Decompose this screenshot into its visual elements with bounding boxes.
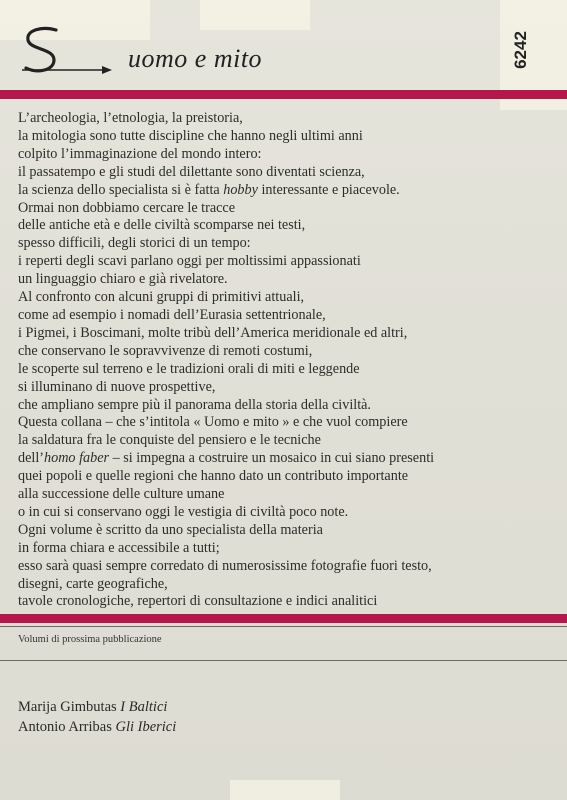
text-line bbox=[18, 361, 548, 379]
text-segment: in forma chiara e accessibile a tutti; bbox=[18, 539, 220, 556]
text-segment: i Pigmei, i Boscimani, molte tribù dell’America meridionale ed altri, bbox=[18, 324, 408, 341]
text-line bbox=[18, 576, 548, 594]
series-header bbox=[16, 18, 466, 78]
series-description bbox=[18, 110, 548, 611]
book-entry bbox=[18, 717, 176, 737]
text-segment: quei popoli e quelle regioni che hanno dato un contributo importante bbox=[18, 468, 409, 485]
text-line bbox=[18, 450, 548, 468]
text-line bbox=[18, 235, 548, 253]
text-line bbox=[18, 432, 548, 450]
text-segment: la scienza dello specialista si è fatta bbox=[18, 181, 224, 198]
text-line bbox=[18, 307, 548, 325]
text-segment: – si impegna a costruire un mosaico in cui siano presenti bbox=[109, 450, 435, 467]
text-line bbox=[18, 146, 548, 164]
text-segment: tavole cronologiche, repertori di consultazione e indici analitici bbox=[18, 593, 378, 610]
catalog-number: 6242 bbox=[511, 31, 530, 69]
book-entry bbox=[18, 697, 176, 717]
text-line bbox=[18, 253, 548, 271]
text-line bbox=[18, 558, 548, 576]
text-segment: alla successione delle culture umane bbox=[18, 486, 225, 503]
text-segment: L’archeologia, l’etnologia, la preistoria, bbox=[18, 110, 243, 126]
text-line bbox=[18, 504, 548, 522]
text-segment: Al confronto con alcuni gruppi di primitivi attuali, bbox=[18, 289, 305, 306]
text-segment: Ogni volume è scritto da uno specialista della materia bbox=[18, 521, 323, 538]
text-line bbox=[18, 200, 548, 218]
upcoming-books-list bbox=[18, 697, 176, 737]
text-segment: Ormai non dobbiamo cercare le tracce bbox=[18, 199, 236, 216]
text-segment: la saldatura fra le conquiste del pensiero e le tecniche bbox=[18, 432, 321, 449]
text-segment: la mitologia sono tutte discipline che hanno negli ultimi anni bbox=[18, 127, 363, 144]
upcoming-volumes-label: Volumi di prossima pubblicazione bbox=[18, 634, 162, 645]
text-line bbox=[18, 468, 548, 486]
text-line bbox=[18, 325, 548, 343]
text-segment: colpito l’immaginazione del mondo intero: bbox=[18, 145, 262, 162]
text-segment: interessante e piacevole. bbox=[257, 181, 400, 198]
text-segment: il passatempo e gli studi del dilettante sono diventati scienza, bbox=[18, 163, 365, 180]
text-segment: i reperti degli scavi parlano oggi per moltissimi appassionati bbox=[18, 253, 361, 270]
book-title: Gli Iberici bbox=[115, 719, 177, 735]
text-line bbox=[18, 271, 548, 289]
tape-strip bbox=[230, 780, 340, 800]
text-segment: delle antiche età e delle civiltà scomparse nei testi, bbox=[18, 217, 306, 234]
text-segment: disegni, carte geografiche, bbox=[18, 575, 168, 592]
text-line bbox=[18, 164, 548, 182]
text-line bbox=[18, 182, 548, 200]
divider-line bbox=[0, 660, 567, 661]
text-line bbox=[18, 289, 548, 307]
text-segment: un linguaggio chiaro e già rivelatore. bbox=[18, 271, 228, 288]
text-segment: dell’ bbox=[18, 450, 44, 467]
book-author: Marija Gimbutas bbox=[18, 699, 117, 715]
text-segment: spesso difficili, degli storici di un tempo: bbox=[18, 235, 251, 252]
text-segment: si illuminano di nuove prospettive, bbox=[18, 378, 216, 395]
text-line bbox=[18, 522, 548, 540]
italic-term: hobby bbox=[223, 181, 258, 198]
text-line bbox=[18, 128, 548, 146]
divider-line bbox=[0, 626, 567, 627]
book-author: Antonio Arribas bbox=[18, 719, 112, 735]
text-line bbox=[18, 540, 548, 558]
italic-term: homo faber bbox=[44, 450, 110, 467]
series-title: uomo e mito bbox=[128, 44, 263, 73]
text-segment: o in cui si conservano oggi le vestigia di civiltà poco note. bbox=[18, 503, 349, 520]
text-line bbox=[18, 379, 548, 397]
text-segment: come ad esempio i nomadi dell’Eurasia settentrionale, bbox=[18, 306, 326, 323]
text-line bbox=[18, 414, 548, 432]
text-line bbox=[18, 217, 548, 235]
text-segment: esso sarà quasi sempre corredato di numerosissime fotografie fuori testo, bbox=[18, 557, 432, 574]
book-title: I Baltici bbox=[120, 699, 168, 715]
text-segment: le scoperte sul terreno e le tradizioni orali di miti e leggende bbox=[18, 360, 360, 377]
bottom-accent-rule bbox=[0, 614, 567, 623]
text-line bbox=[18, 343, 548, 361]
text-segment: Questa collana – che s’intitola « Uomo e mito » e che vuol compiere bbox=[18, 414, 408, 431]
text-segment: che conservano le sopravvivenze di remoti costumi, bbox=[18, 342, 313, 359]
text-line bbox=[18, 593, 548, 611]
top-accent-rule bbox=[0, 90, 567, 99]
text-segment: che ampliano sempre più il panorama della storia della civiltà. bbox=[18, 396, 371, 413]
text-line bbox=[18, 110, 548, 128]
text-line bbox=[18, 486, 548, 504]
text-line bbox=[18, 397, 548, 415]
serpent-arrow-logo-icon bbox=[16, 24, 116, 78]
